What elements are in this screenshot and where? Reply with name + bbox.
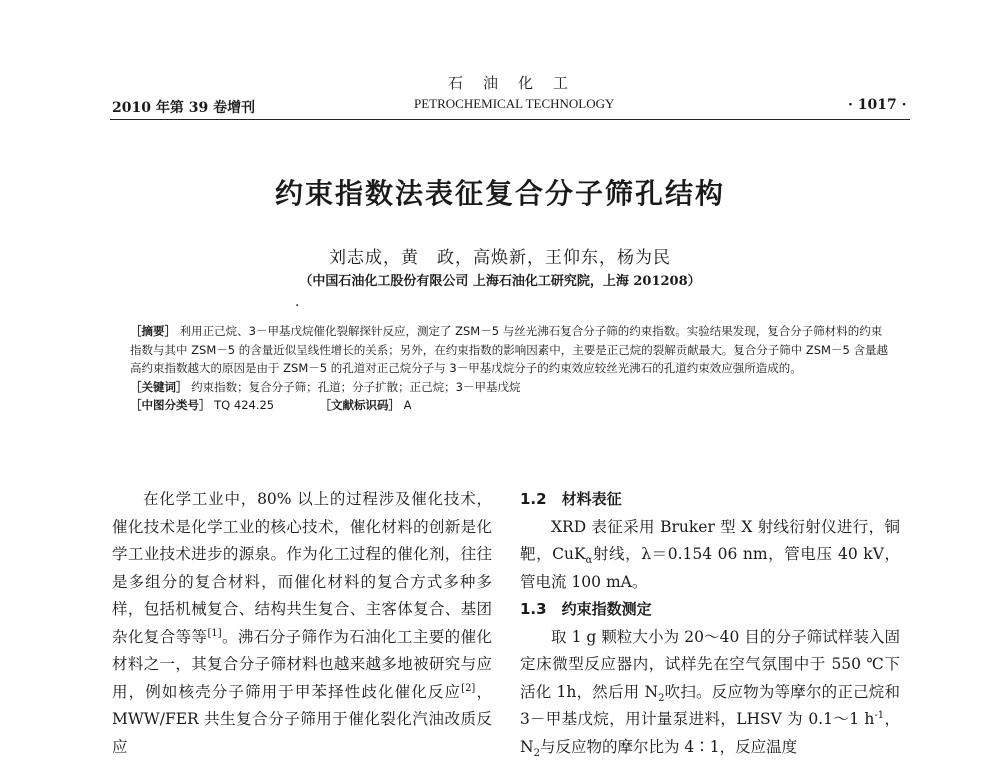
section-heading-1-2: 1.2 材料表征: [520, 486, 900, 514]
separator-dot: ·: [295, 298, 299, 314]
abstract-text: 利用正己烷、3－甲基戊烷催化裂解探针反应，测定了 ZSM－5 与丝光沸石复合分子筛的约束指数。实验结果发现，复合分子筛材料的约束指数与其中 ZSM－5 的含量近似呈线性增长的关系；另外，在约束指数的影响因素中，主要是正己烷的裂解贡献最大。复合分子筛中 ZSM－5 含量越高约束指数越大的原因是由于 ZSM－5 的孔道对正己烷分子与 3－甲基戊烷分子的约束效应较丝光沸石的孔道约束效应强所造成的。: [130, 324, 888, 375]
intro-paragraph: [112, 486, 492, 761]
subscript-2a: 2: [658, 693, 664, 704]
constraint-index-paragraph: [520, 624, 900, 761]
section-heading-1-3: 1.3 约束指数测定: [520, 596, 900, 624]
intro-text-1: 在化学工业中，80% 以上的过程涉及催化技术，催化技术是化学工业的核心技术，催化材料的创新是化学工业技术进步的源泉。作为化工过程的催化剂，往往是多组分的复合材料，而催化材料的复合方式多种多样，包括机械复合、结构共生复合、主客体复合、基团杂化复合等等: [112, 490, 492, 646]
characterization-text-2: 射线，λ＝0.154 06 nm，管电压 40 kV，管电流 100 mA。: [520, 545, 900, 591]
ci-text-4: 与反应物的摩尔比为 4∶1，反应温度: [540, 738, 797, 756]
journal-name-en: PETROCHEMICAL TECHNOLOGY: [414, 96, 614, 112]
characterization-text-1: XRD 表征采用 Bruker 型 X 射线衍射仪进行，铜靶，CuK: [520, 518, 900, 564]
classification: [130, 396, 890, 415]
abstract: [130, 322, 890, 378]
right-column: [520, 486, 900, 761]
abstract-label: ［摘要］: [130, 324, 176, 338]
superscript-minus1: -1: [874, 710, 884, 721]
classification-value: TQ 424.25: [214, 398, 274, 412]
keywords-label: ［关键词］: [130, 380, 188, 394]
affiliation: （中国石油化工股份有限公司 上海石油化工研究院，上海 201208）: [0, 270, 1000, 289]
ci-text-2: 吹扫。反应物为等摩尔的正己烷和 3－甲基戊烷，用计量泵进料，LHSV 为 0.1～1 h: [520, 683, 900, 729]
front-matter: [130, 322, 890, 415]
doc-code-value: A: [404, 398, 412, 412]
ci-text-3: ，N: [520, 710, 900, 756]
intro-text-2: 。沸石分子筛作为石油化工主要的催化材料之一，其复合分子筛材料也越来越多地被研究与应用，例如核壳分子筛用于甲苯择性歧化催化反应: [112, 628, 492, 701]
keywords: [130, 378, 890, 397]
authors: 刘志成，黄 政，高焕新，王仰东，杨为民: [0, 243, 1000, 268]
characterization-paragraph: [520, 514, 900, 597]
keywords-text: 约束指数；复合分子筛；孔道；分子扩散；正己烷；3－甲基戊烷: [191, 380, 520, 394]
left-column: [112, 486, 492, 761]
ci-text-1: 取 1 g 颗粒大小为 20～40 目的分子筛试样装入固定床微型反应器内，试样先在空气氛围中于 550 ℃下活化 1h，然后用 N: [520, 628, 900, 701]
classification-label: ［中图分类号］: [130, 398, 211, 412]
citation-1: [1]: [207, 627, 221, 638]
paper-title: 约束指数法表征复合分子筛孔结构: [0, 172, 1000, 212]
doc-code-label: ［文献标识码］: [319, 398, 400, 412]
issue-info: 2010 年第 39 卷增刊: [112, 97, 255, 117]
page-number: · 1017 ·: [848, 97, 906, 113]
citation-2: [2]: [461, 682, 475, 693]
header-rule: [110, 119, 910, 120]
intro-text-3: ，MWW/FER 共生复合分子筛用于催化裂化汽油改质反应: [112, 683, 492, 756]
subscript-2b: 2: [534, 748, 540, 759]
subscript-alpha: α: [586, 555, 593, 566]
journal-name-cn: 石油化工: [448, 72, 588, 93]
